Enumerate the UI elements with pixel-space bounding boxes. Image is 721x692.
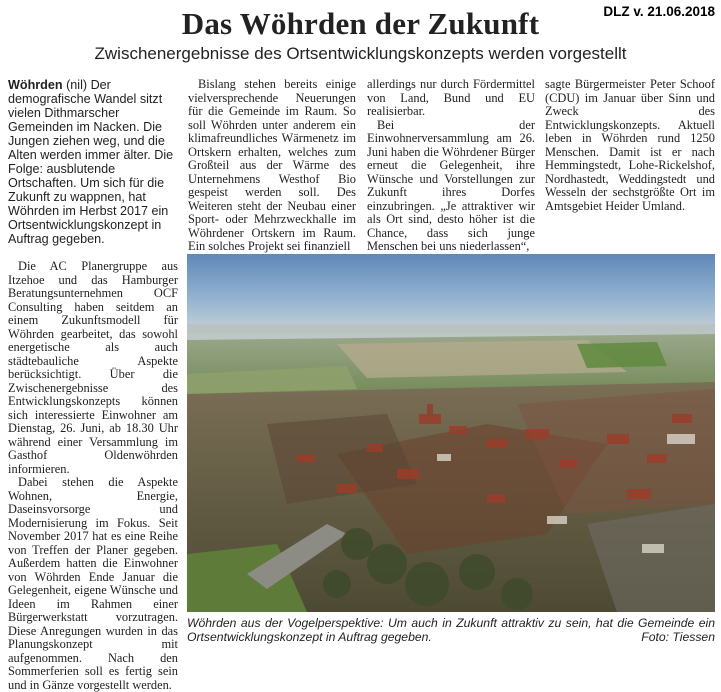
article-lead <box>8 78 178 246</box>
source-date-tag: DLZ v. 21.06.2018 <box>603 4 715 19</box>
dateline: Wöhrden <box>8 78 63 92</box>
body-paragraph: Die AC Planergruppe aus Itzehoe und das Hamburger Beratungsunternehmen OCF Consulting haben seitdem an einem Zukunftsmodell für Wöhrden gearbeitet, das sowohl energetische als auch städtebauliche Aspekte berücksichtigt. Über die Zwischenergebnisse des Entwicklungskonzepts können sich interessierte Einwohner am Dienstag, 26. Juni, ab 18.30 Uhr während einer Versammlung im Gasthof Oldenwöhrden informieren. <box>8 259 178 476</box>
article-column-3 <box>367 78 535 254</box>
body-paragraph-continued: sagte Bürgermeister Peter Schoof (CDU) im Januar über Sinn und Zweck des Entwicklungskonzepts. Aktuell leben in Wöhrden rund 1250 Menschen. Damit ist er nach Hemmingstedt, Lohe-Rickelshof, Nordhastedt, Weddingstedt und Wesseln der sechstgrößte Ort im Amtsgebiet Heider Umland. <box>545 77 715 213</box>
body-paragraph: Dabei stehen die Aspekte Wohnen, Energie, Daseinsvorsorge und Modernisierung im Fokus. Seit November 2017 hat es eine Reihe von Treffen der Planer gegeben. Außerdem hatten die Einwohner von Wöhrden Ende Januar die Gelegenheit, eigene Wünsche und Ideen im Rahmen einer Bürgerwerkstatt vorzutragen. Diese Anregungen wurden in das Planungskonzept mit aufgenommen. Nach den Sommerferien soll es fertig sein und in Gänze vorgestellt werden. <box>8 475 178 692</box>
body-paragraph: Bislang stehen bereits einige vielversprechende Neuerungen für die Gemeinde im Raum. So soll Wöhrden unter anderem ein klimafreundliches Wärmenetz im Ortskern erhalten, welches zum Großteil aus der Wärme des Unternehmens Westhof Bio gespeist werden soll. Des Weiteren steht der Neubau einer Sport- oder Mehrzweckhalle im Wöhrdener Ortskern im Raum. Ein solches Projekt sei finanziell <box>188 77 356 253</box>
body-flow-1 <box>8 260 178 692</box>
photo-caption <box>187 616 715 644</box>
article-headline: Das Wöhrden der Zukunft <box>181 6 540 41</box>
article-column-1 <box>8 78 178 692</box>
lead-text: (nil) Der demografische Wandel sitzt vielen Dithmarscher Gemeinden im Nacken. Die Jungen ziehen weg, und die Alten werden immer älter. Die Folge: ausblutende Ortschaften. Um sich für die Zukunft zu wappnen, hat Wöhrden im Herbst 2017 ein Ortsentwicklungskonzept in Auftrag gegeben. <box>8 78 174 246</box>
caption-text: Wöhrden aus der Vogelperspektive: Um auch in Zukunft attraktiv zu sein, hat die Gemeinde ein Ortsentwicklungskonzept in Auftrag gegeben. <box>187 616 715 644</box>
article-column-2 <box>188 78 356 254</box>
body-paragraph-continued: allerdings nur durch Fördermittel von Land, Bund und EU realisierbar. <box>367 77 535 118</box>
body-paragraph: Bei der Einwohnerversammlung am 26. Juni haben die Wöhrdener Bürger erneut die Gelegenheit, ihre Wünsche und Vorstellungen zur Zukunft ihres Dorfes einzubringen. „Je attraktiver wir als Ort sind, desto höher ist die Chance, dass sich junge Menschen bei uns niederlassen“, <box>367 117 535 253</box>
article-subheadline: Zwischenergebnisse des Ortsentwicklungskonzepts werden vorgestellt <box>94 44 627 63</box>
photo-credit: Foto: Tiessen <box>641 630 715 644</box>
aerial-village-photo <box>187 254 715 612</box>
article-column-4 <box>545 78 715 254</box>
